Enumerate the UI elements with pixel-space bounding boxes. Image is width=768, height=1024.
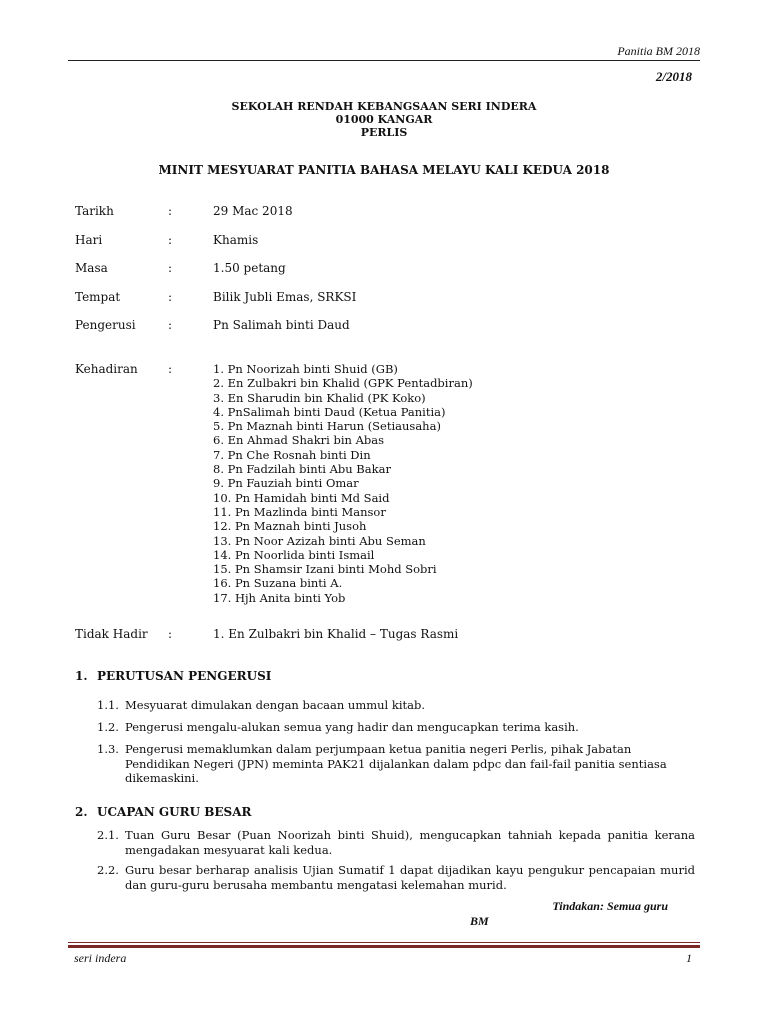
attendance-label: Kehadiran [75, 362, 138, 376]
attendance-item: 15. Pn Shamsir Izani binti Mohd Sobri [213, 562, 437, 577]
info-value: 29 Mac 2018 [213, 204, 293, 218]
section-number: 1. [75, 669, 88, 683]
attendance-item: 6. En Ahmad Shakri bin Abas [213, 433, 385, 448]
attendance-item: 10. Pn Hamidah binti Md Said [213, 490, 390, 505]
attendance-item: 5. Pn Maznah binti Harun (Setiausaha) [213, 419, 441, 434]
action-note: Tindakan: Semua guru [552, 899, 668, 913]
item-number: 1.2. [97, 720, 119, 734]
info-label: Tarikh [75, 204, 114, 218]
minute-item [97, 720, 695, 735]
attendance-item: 16. Pn Suzana binti A. [213, 576, 343, 591]
absent-value: 1. En Zulbakri bin Khalid – Tugas Rasmi [213, 627, 459, 641]
school-name: SEKOLAH RENDAH KEBANGSAAN SERI INDERA [231, 100, 537, 113]
item-number: 2.1. [97, 828, 119, 842]
attendance-item: 9. Pn Fauziah binti Omar [213, 476, 359, 491]
action-note-continuation: BM [470, 914, 489, 928]
section-heading [75, 669, 271, 683]
attendance-item: 8. Pn Fadzilah binti Abu Bakar [213, 462, 391, 477]
attendance-item: 4. PnSalimah binti Daud (Ketua Panitia) [213, 404, 446, 419]
item-text: Tuan Guru Besar (Puan Noorizah binti Shuid), mengucapkan tahniah kepada panitia kerana mengadakan mesyuarat kali kedua. [125, 828, 695, 857]
item-number: 1.3. [97, 742, 119, 756]
section-title: PERUTUSAN PENGERUSI [97, 669, 272, 683]
school-address-block [0, 100, 768, 139]
section-heading [75, 805, 252, 819]
page-number: 1 [686, 951, 692, 965]
minute-item [97, 742, 695, 786]
item-text: Pengerusi memaklumkan dalam perjumpaan ketua panitia negeri Perlis, pihak Jabatan Pendidikan Negeri (JPN) meminta PAK21 dijalankan dalam pdpc dan fail-fail panitia sentiasa dikemaskini. [125, 742, 667, 785]
item-text: Mesyuarat dimulakan dengan bacaan ummul kitab. [125, 698, 426, 712]
info-colon: : [168, 318, 173, 332]
absent-colon: : [168, 627, 173, 641]
footer-school-name: seri indera [74, 951, 127, 965]
attendance-item: 14. Pn Noorlida binti Ismail [213, 547, 375, 562]
school-postcode-city: 01000 KANGAR [335, 113, 433, 126]
section-title: UCAPAN GURU BESAR [97, 805, 252, 819]
attendance-list [213, 362, 473, 605]
info-colon: : [168, 290, 173, 304]
attendance-colon: : [168, 362, 173, 376]
footer-divider-thick [68, 945, 700, 948]
section-number: 2. [75, 805, 88, 819]
header-divider [68, 60, 700, 61]
item-number: 1.1. [97, 698, 119, 712]
info-label: Masa [75, 261, 108, 275]
info-label: Hari [75, 233, 103, 247]
document-number: 2/2018 [655, 69, 692, 84]
info-colon: : [168, 233, 173, 247]
info-label: Tempat [75, 290, 121, 304]
attendance-item: 2. En Zulbakri bin Khalid (GPK Pentadbiran) [213, 376, 473, 391]
school-state: PERLIS [360, 126, 408, 139]
attendance-item: 17. Hjh Anita binti Yob [213, 590, 346, 605]
minute-item [97, 698, 695, 713]
attendance-item: 7. Pn Che Rosnah binti Din [213, 447, 371, 462]
attendance-item: 1. Pn Noorizah binti Shuid (GB) [213, 362, 398, 376]
item-number: 2.2. [97, 863, 119, 877]
info-value: Khamis [213, 233, 259, 247]
header-label: Panitia BM 2018 [617, 44, 700, 58]
attendance-item: 13. Pn Noor Azizah binti Abu Seman [213, 533, 426, 548]
minute-item [97, 863, 695, 892]
item-text: Guru besar berharap analisis Ujian Sumatif 1 dapat dijadikan kayu pengukur pencapaian murid dan guru-guru berusaha membantu mengatasi kelemahan murid. [125, 863, 695, 892]
attendance-item: 3. En Sharudin bin Khalid (PK Koko) [213, 390, 426, 405]
minutes-title: MINIT MESYUARAT PANITIA BAHASA MELAYU KALI KEDUA 2018 [158, 163, 610, 177]
info-colon: : [168, 261, 173, 275]
attendance-item: 12. Pn Maznah binti Jusoh [213, 519, 367, 534]
info-colon: : [168, 204, 173, 218]
attendance-item: 11. Pn Mazlinda binti Mansor [213, 504, 386, 519]
info-value: Pn Salimah binti Daud [213, 318, 350, 332]
item-text: Pengerusi mengalu-alukan semua yang hadir dan mengucapkan terima kasih. [125, 720, 579, 734]
absent-label: Tidak Hadir [75, 627, 148, 641]
footer-divider-thin [68, 942, 700, 943]
info-label: Pengerusi [75, 318, 136, 332]
info-value: 1.50 petang [213, 261, 286, 275]
minute-item [97, 828, 695, 857]
info-value: Bilik Jubli Emas, SRKSI [213, 290, 357, 304]
